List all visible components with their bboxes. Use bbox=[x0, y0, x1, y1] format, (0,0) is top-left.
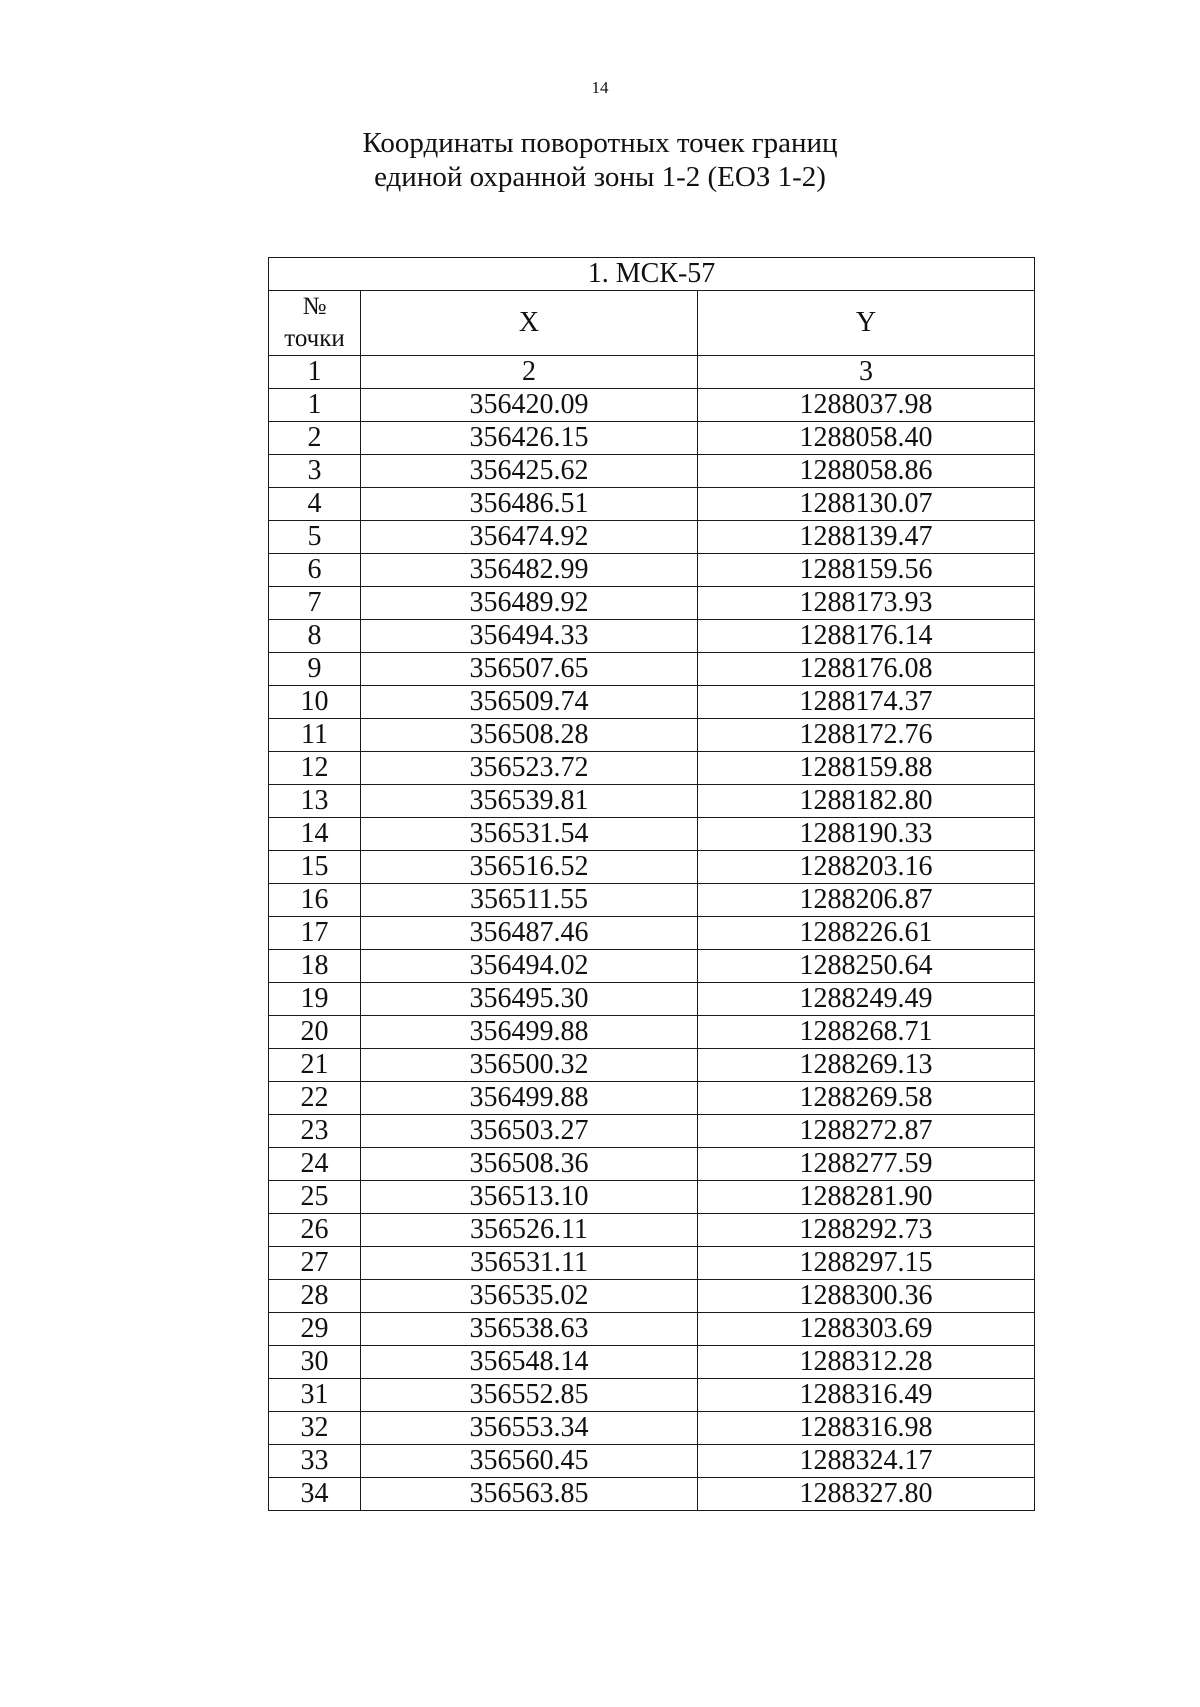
x-coordinate-cell: 356560.45 bbox=[361, 1445, 698, 1478]
table-row bbox=[269, 1247, 1035, 1280]
point-number-cell: 5 bbox=[269, 521, 361, 554]
y-coordinate-cell: 1288203.16 bbox=[698, 851, 1035, 884]
point-number-cell: 3 bbox=[269, 455, 361, 488]
y-coordinate-cell: 1288037.98 bbox=[698, 389, 1035, 422]
x-coordinate-cell: 356511.55 bbox=[361, 884, 698, 917]
y-coordinate-cell: 1288316.98 bbox=[698, 1412, 1035, 1445]
table-row bbox=[269, 422, 1035, 455]
y-coordinate-cell: 1288300.36 bbox=[698, 1280, 1035, 1313]
x-coordinate-cell: 356513.10 bbox=[361, 1181, 698, 1214]
point-number-cell: 25 bbox=[269, 1181, 361, 1214]
point-number-cell: 10 bbox=[269, 686, 361, 719]
point-number-cell: 8 bbox=[269, 620, 361, 653]
point-number-header-line-2: точки bbox=[284, 325, 345, 352]
x-coordinate-cell: 356486.51 bbox=[361, 488, 698, 521]
y-coordinate-cell: 1288058.86 bbox=[698, 455, 1035, 488]
y-coordinate-cell: 1288130.07 bbox=[698, 488, 1035, 521]
point-number-cell: 29 bbox=[269, 1313, 361, 1346]
y-coordinate-cell: 1288324.17 bbox=[698, 1445, 1035, 1478]
table-row bbox=[269, 950, 1035, 983]
column-index-row bbox=[269, 356, 1035, 389]
y-coordinate-cell: 1288176.14 bbox=[698, 620, 1035, 653]
table-row bbox=[269, 785, 1035, 818]
x-coordinate-cell: 356552.85 bbox=[361, 1379, 698, 1412]
y-coordinate-cell: 1288250.64 bbox=[698, 950, 1035, 983]
point-number-cell: 28 bbox=[269, 1280, 361, 1313]
x-coordinate-cell: 356489.92 bbox=[361, 587, 698, 620]
table-row bbox=[269, 1280, 1035, 1313]
x-coordinate-cell: 356563.85 bbox=[361, 1478, 698, 1511]
x-coordinate-cell: 356500.32 bbox=[361, 1049, 698, 1082]
table-row bbox=[269, 983, 1035, 1016]
table-row bbox=[269, 851, 1035, 884]
table-row bbox=[269, 653, 1035, 686]
y-coordinate-cell: 1288172.76 bbox=[698, 719, 1035, 752]
table-row bbox=[269, 1379, 1035, 1412]
y-coordinate-cell: 1288159.56 bbox=[698, 554, 1035, 587]
y-coordinate-cell: 1288139.47 bbox=[698, 521, 1035, 554]
x-coordinate-cell: 356494.33 bbox=[361, 620, 698, 653]
y-coordinate-cell: 1288182.80 bbox=[698, 785, 1035, 818]
point-number-cell: 2 bbox=[269, 422, 361, 455]
document-title bbox=[0, 126, 1200, 194]
point-number-cell: 6 bbox=[269, 554, 361, 587]
point-number-cell: 26 bbox=[269, 1214, 361, 1247]
table-row bbox=[269, 554, 1035, 587]
point-number-cell: 7 bbox=[269, 587, 361, 620]
y-coordinate-cell: 1288173.93 bbox=[698, 587, 1035, 620]
x-coordinate-cell: 356495.30 bbox=[361, 983, 698, 1016]
point-number-cell: 16 bbox=[269, 884, 361, 917]
x-coordinate-cell: 356531.54 bbox=[361, 818, 698, 851]
x-coordinate-cell: 356487.46 bbox=[361, 917, 698, 950]
y-coordinate-cell: 1288176.08 bbox=[698, 653, 1035, 686]
table-row bbox=[269, 521, 1035, 554]
y-header: Y bbox=[698, 291, 1035, 356]
table-row bbox=[269, 488, 1035, 521]
y-coordinate-cell: 1288269.58 bbox=[698, 1082, 1035, 1115]
coordinate-system-label: 1. МСК-57 bbox=[269, 258, 1035, 291]
y-coordinate-cell: 1288159.88 bbox=[698, 752, 1035, 785]
header-row bbox=[269, 291, 1035, 356]
table-row bbox=[269, 686, 1035, 719]
table-row bbox=[269, 1214, 1035, 1247]
point-number-cell: 18 bbox=[269, 950, 361, 983]
table-row bbox=[269, 1082, 1035, 1115]
x-coordinate-cell: 356526.11 bbox=[361, 1214, 698, 1247]
x-coordinate-cell: 356482.99 bbox=[361, 554, 698, 587]
x-coordinate-cell: 356535.02 bbox=[361, 1280, 698, 1313]
point-number-cell: 13 bbox=[269, 785, 361, 818]
y-coordinate-cell: 1288292.73 bbox=[698, 1214, 1035, 1247]
point-number-cell: 23 bbox=[269, 1115, 361, 1148]
point-number-cell: 19 bbox=[269, 983, 361, 1016]
x-coordinate-cell: 356494.02 bbox=[361, 950, 698, 983]
title-line-2: единой охранной зоны 1-2 (ЕОЗ 1-2) bbox=[374, 161, 826, 193]
column-index-cell: 3 bbox=[698, 356, 1035, 389]
point-number-cell: 31 bbox=[269, 1379, 361, 1412]
table-row bbox=[269, 818, 1035, 851]
table-row bbox=[269, 587, 1035, 620]
point-number-cell: 30 bbox=[269, 1346, 361, 1379]
table-row bbox=[269, 1412, 1035, 1445]
y-coordinate-cell: 1288268.71 bbox=[698, 1016, 1035, 1049]
x-header: X bbox=[361, 291, 698, 356]
x-coordinate-cell: 356538.63 bbox=[361, 1313, 698, 1346]
coordinate-system-row bbox=[269, 258, 1035, 291]
table-row bbox=[269, 1148, 1035, 1181]
table-row bbox=[269, 1313, 1035, 1346]
x-coordinate-cell: 356425.62 bbox=[361, 455, 698, 488]
table-row bbox=[269, 1445, 1035, 1478]
column-index-cell: 2 bbox=[361, 356, 698, 389]
table-row bbox=[269, 1346, 1035, 1379]
x-coordinate-cell: 356474.92 bbox=[361, 521, 698, 554]
page-number: 14 bbox=[591, 78, 609, 97]
x-coordinate-cell: 356503.27 bbox=[361, 1115, 698, 1148]
point-number-cell: 34 bbox=[269, 1478, 361, 1511]
x-coordinate-cell: 356426.15 bbox=[361, 422, 698, 455]
point-number-cell: 22 bbox=[269, 1082, 361, 1115]
y-coordinate-cell: 1288312.28 bbox=[698, 1346, 1035, 1379]
y-coordinate-cell: 1288269.13 bbox=[698, 1049, 1035, 1082]
y-coordinate-cell: 1288327.80 bbox=[698, 1478, 1035, 1511]
table-row bbox=[269, 719, 1035, 752]
y-coordinate-cell: 1288226.61 bbox=[698, 917, 1035, 950]
table-row bbox=[269, 1181, 1035, 1214]
table-row bbox=[269, 1478, 1035, 1511]
table-row bbox=[269, 884, 1035, 917]
table-row bbox=[269, 1115, 1035, 1148]
x-coordinate-cell: 356523.72 bbox=[361, 752, 698, 785]
x-coordinate-cell: 356420.09 bbox=[361, 389, 698, 422]
point-number-header-line-1: № bbox=[302, 293, 327, 320]
x-coordinate-cell: 356507.65 bbox=[361, 653, 698, 686]
x-coordinate-cell: 356508.28 bbox=[361, 719, 698, 752]
point-number-header bbox=[269, 291, 361, 356]
point-number-cell: 17 bbox=[269, 917, 361, 950]
y-coordinate-cell: 1288206.87 bbox=[698, 884, 1035, 917]
y-coordinate-cell: 1288058.40 bbox=[698, 422, 1035, 455]
table-row bbox=[269, 1049, 1035, 1082]
point-number-cell: 20 bbox=[269, 1016, 361, 1049]
point-number-cell: 27 bbox=[269, 1247, 361, 1280]
y-coordinate-cell: 1288272.87 bbox=[698, 1115, 1035, 1148]
x-coordinate-cell: 356509.74 bbox=[361, 686, 698, 719]
point-number-cell: 33 bbox=[269, 1445, 361, 1478]
x-coordinate-cell: 356499.88 bbox=[361, 1082, 698, 1115]
y-coordinate-cell: 1288281.90 bbox=[698, 1181, 1035, 1214]
y-coordinate-cell: 1288277.59 bbox=[698, 1148, 1035, 1181]
table-row bbox=[269, 389, 1035, 422]
y-coordinate-cell: 1288316.49 bbox=[698, 1379, 1035, 1412]
x-coordinate-cell: 356539.81 bbox=[361, 785, 698, 818]
x-coordinate-cell: 356531.11 bbox=[361, 1247, 698, 1280]
point-number-cell: 14 bbox=[269, 818, 361, 851]
x-coordinate-cell: 356499.88 bbox=[361, 1016, 698, 1049]
y-coordinate-cell: 1288297.15 bbox=[698, 1247, 1035, 1280]
x-coordinate-cell: 356548.14 bbox=[361, 1346, 698, 1379]
point-number-cell: 21 bbox=[269, 1049, 361, 1082]
point-number-cell: 15 bbox=[269, 851, 361, 884]
table-row bbox=[269, 752, 1035, 785]
column-index-cell: 1 bbox=[269, 356, 361, 389]
y-coordinate-cell: 1288190.33 bbox=[698, 818, 1035, 851]
x-coordinate-cell: 356516.52 bbox=[361, 851, 698, 884]
x-coordinate-cell: 356553.34 bbox=[361, 1412, 698, 1445]
point-number-cell: 4 bbox=[269, 488, 361, 521]
table-row bbox=[269, 620, 1035, 653]
y-coordinate-cell: 1288303.69 bbox=[698, 1313, 1035, 1346]
y-coordinate-cell: 1288249.49 bbox=[698, 983, 1035, 1016]
point-number-cell: 1 bbox=[269, 389, 361, 422]
title-line-1: Координаты поворотных точек границ bbox=[362, 127, 838, 159]
x-coordinate-cell: 356508.36 bbox=[361, 1148, 698, 1181]
point-number-cell: 32 bbox=[269, 1412, 361, 1445]
point-number-cell: 9 bbox=[269, 653, 361, 686]
coordinates-table-body bbox=[269, 258, 1035, 1511]
y-coordinate-cell: 1288174.37 bbox=[698, 686, 1035, 719]
point-number-cell: 12 bbox=[269, 752, 361, 785]
table-row bbox=[269, 1016, 1035, 1049]
point-number-cell: 24 bbox=[269, 1148, 361, 1181]
table-row bbox=[269, 917, 1035, 950]
table-row bbox=[269, 455, 1035, 488]
coordinates-table bbox=[268, 257, 1035, 1511]
point-number-cell: 11 bbox=[269, 719, 361, 752]
